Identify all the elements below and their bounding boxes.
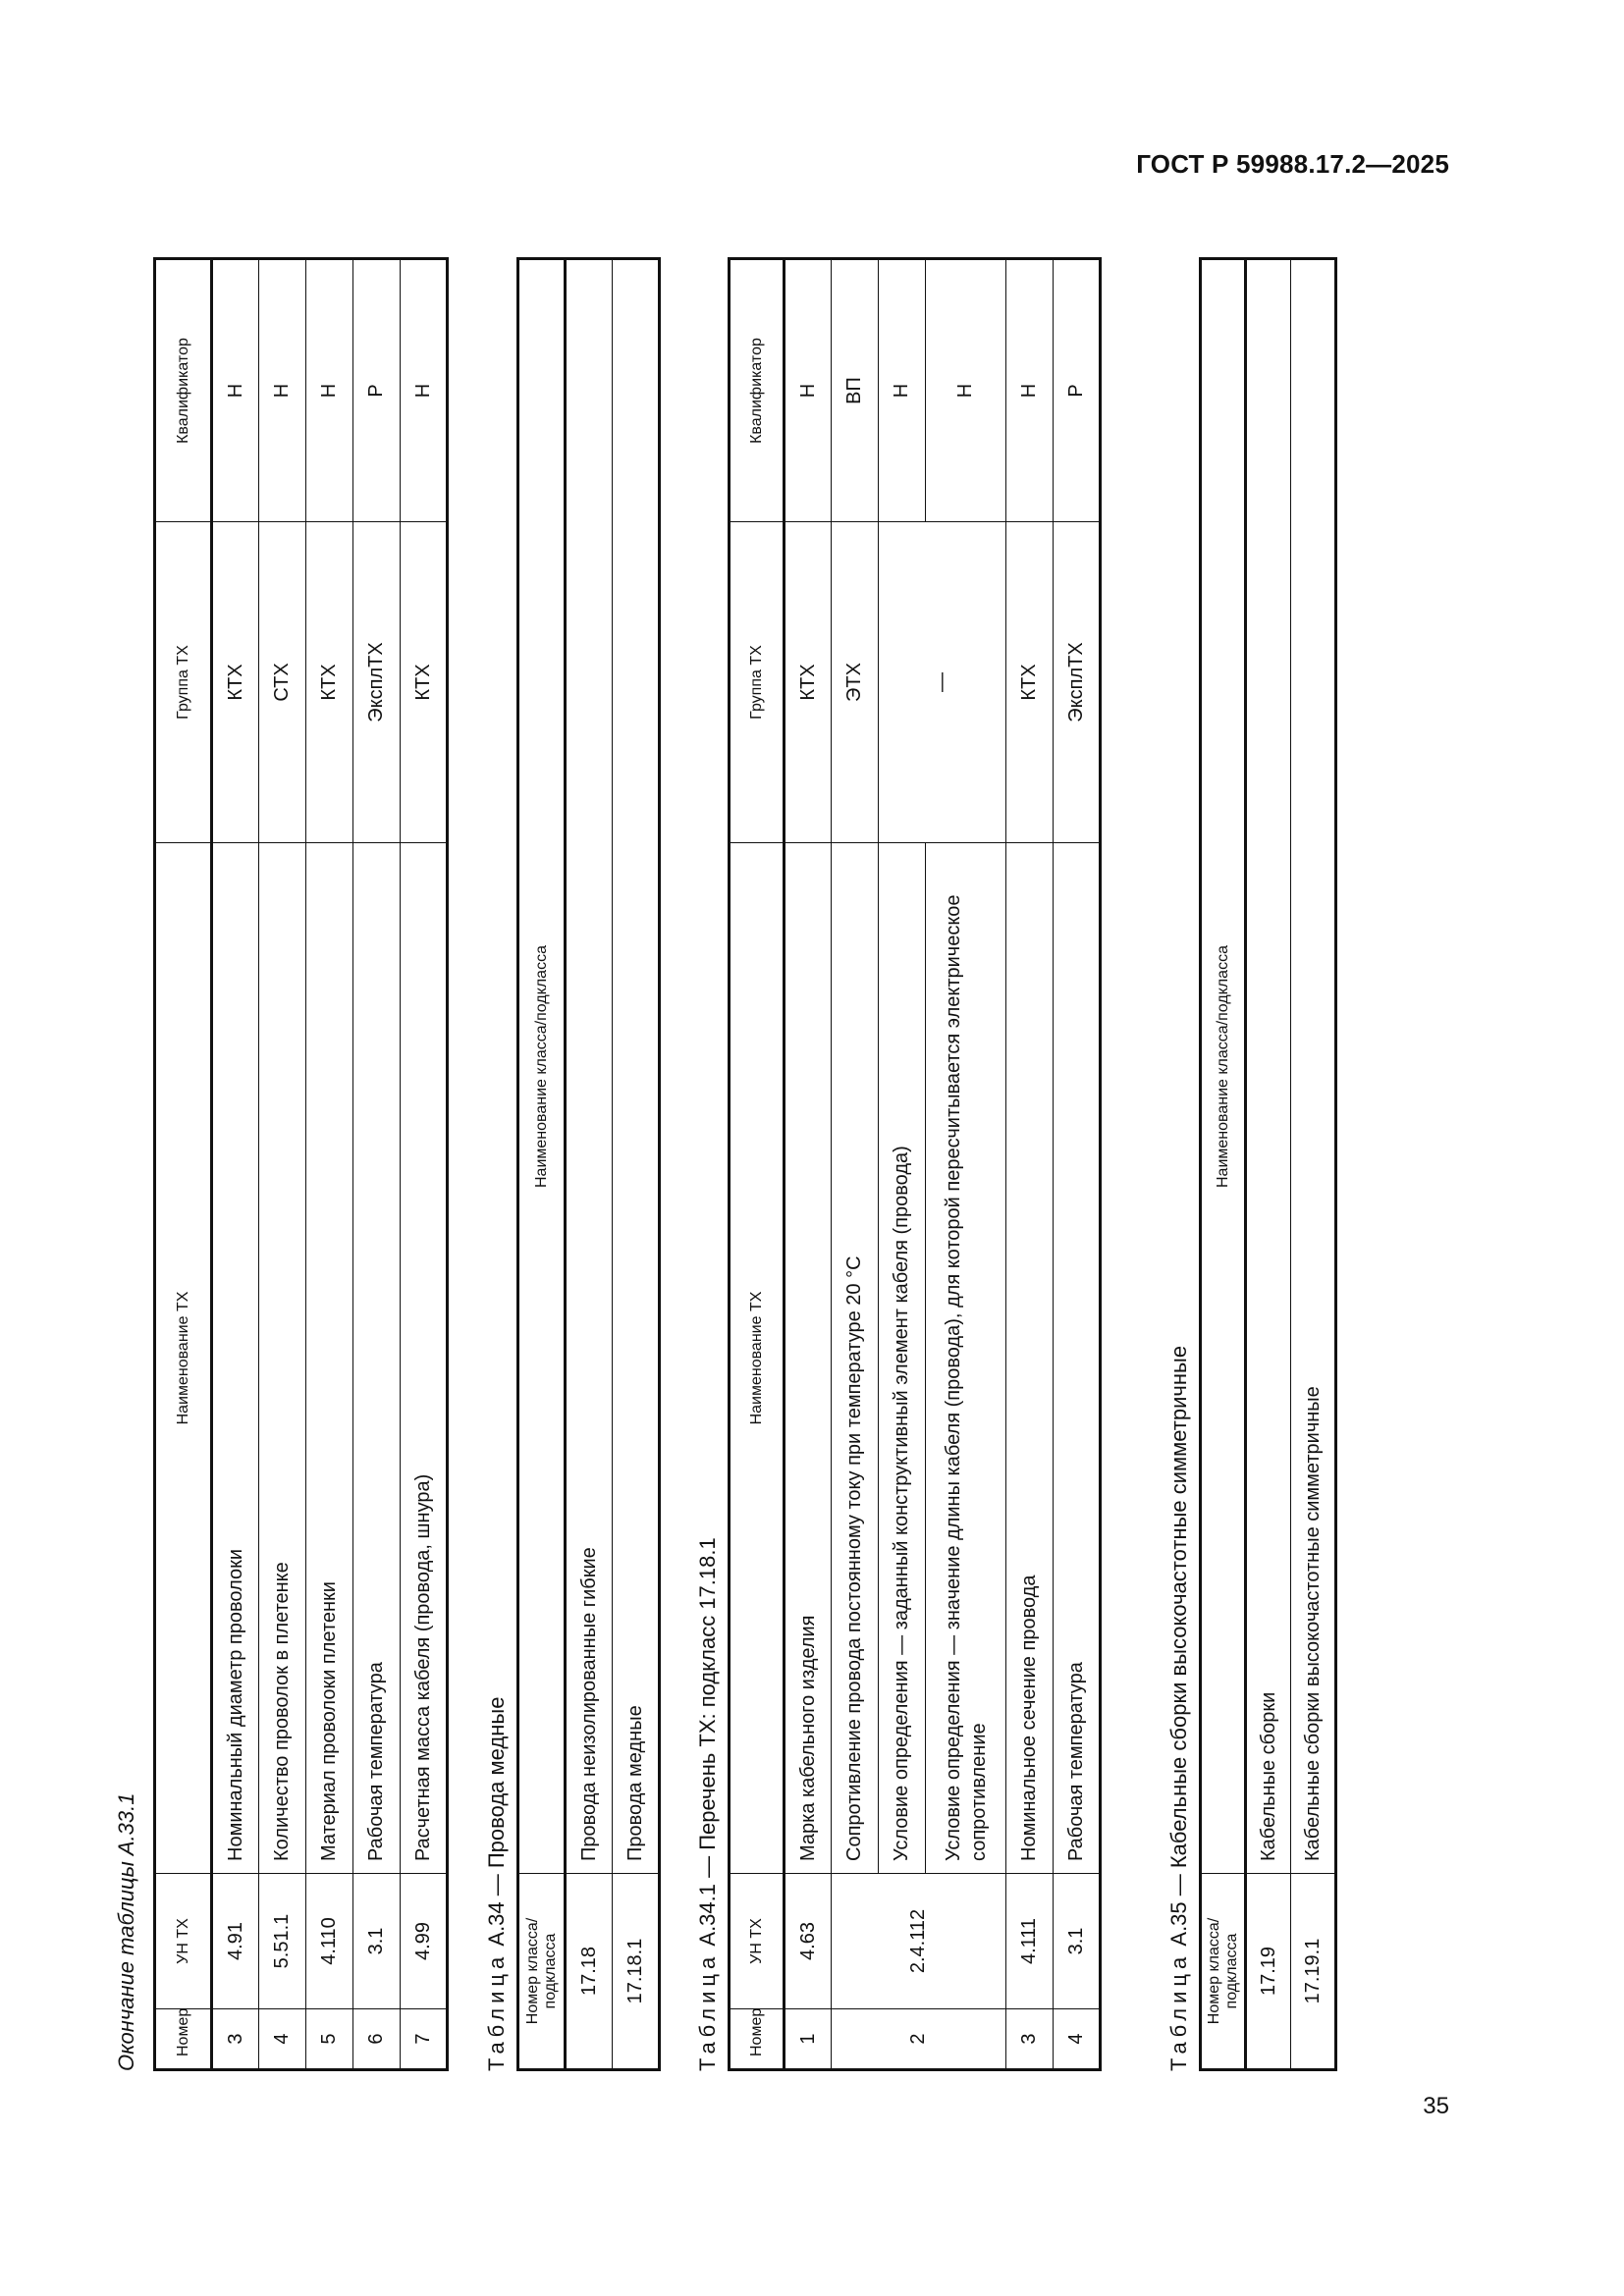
cell-name: Условие определения — значение длины кабеля (провода), для которой пересчитывается электрическое сопротивление	[926, 843, 1006, 1874]
cell-code: 3.1	[1054, 1874, 1101, 2009]
table-row	[832, 259, 879, 2070]
cell-qualifier: Н	[401, 259, 448, 522]
col-class-name: Наименование класса/подкласса	[1201, 259, 1246, 1874]
table-row	[1054, 259, 1101, 2070]
cell-code: 4.111	[1006, 1874, 1054, 2009]
cell-group: —	[879, 522, 1006, 843]
cell-group: КТХ	[401, 522, 448, 843]
cell-qualifier: Р	[1054, 259, 1101, 522]
cell-name: Рабочая температура	[353, 843, 401, 1874]
table-row	[259, 259, 306, 2070]
table-row	[401, 259, 448, 2070]
table-a35-caption	[1166, 1346, 1192, 2071]
cell-qualifier: Р	[353, 259, 401, 522]
col-group: Группа ТХ	[730, 522, 785, 843]
cell-name: Марка кабельного изделия	[785, 843, 832, 1874]
cell-qualifier: Н	[259, 259, 306, 522]
cell-name: Сопротивление провода постоянному току при температуре 20 °С	[832, 843, 879, 1874]
cell-code: 2.4.112	[832, 1874, 1006, 2009]
cell-name: Количество проволок в плетенке	[259, 843, 306, 1874]
col-class-number: Номер класса/подкласса	[1201, 1874, 1246, 2070]
cell-number: 3	[1006, 2009, 1054, 2070]
table-row	[1006, 259, 1054, 2070]
cell-qualifier: Н	[212, 259, 259, 522]
table-header-row	[1201, 259, 1246, 2070]
table-row	[1291, 259, 1336, 2070]
col-number: Номер	[155, 2009, 212, 2070]
cell-number: 1	[785, 2009, 832, 2070]
cell-class-name: Провода медные	[613, 259, 660, 1874]
cell-qualifier: Н	[785, 259, 832, 522]
col-group: Группа ТХ	[155, 522, 212, 843]
col-class-name: Наименование класса/подкласса	[518, 259, 566, 1874]
cell-group: ЭксплТХ	[1054, 522, 1101, 843]
cell-code: 4.63	[785, 1874, 832, 2009]
cell-group: ЭксплТХ	[353, 522, 401, 843]
caption-prefix: Таблица	[484, 1951, 509, 2071]
cell-number: 4	[1054, 2009, 1101, 2070]
cell-code: 5.51.1	[259, 1874, 306, 2009]
col-qualifier: Квалификатор	[155, 259, 212, 522]
col-code: УН ТХ	[155, 1874, 212, 2009]
table-row	[785, 259, 832, 2070]
cell-code: 4.91	[212, 1874, 259, 2009]
cell-class-number: 17.18	[566, 1874, 613, 2070]
cell-number: 5	[306, 2009, 353, 2070]
cell-name: Номинальное сечение провода	[1006, 843, 1054, 1874]
standard-number: ГОСТ Р 59988.17.2—2025	[1136, 149, 1449, 179]
table-a341-caption	[695, 1537, 721, 2071]
table-header-row	[518, 259, 566, 2070]
table-row	[306, 259, 353, 2070]
table-row	[613, 259, 660, 2070]
table-a35	[1199, 257, 1337, 2071]
caption-rest: А.34 — Провода медные	[484, 1696, 509, 1947]
cell-group: КТХ	[1006, 522, 1054, 843]
cell-name: Рабочая температура	[1054, 843, 1101, 1874]
cell-qualifier: Н	[1006, 259, 1054, 522]
cell-code: 4.99	[401, 1874, 448, 2009]
caption-rest: А.34.1 — Перечень ТХ: подкласс 17.18.1	[695, 1537, 720, 1947]
caption-prefix: Таблица	[695, 1951, 720, 2071]
cell-qualifier: Н	[879, 259, 926, 522]
rotated-page-content	[106, 226, 1333, 2071]
page-number: 35	[1423, 2093, 1449, 2119]
col-number: Номер	[730, 2009, 785, 2070]
cell-code: 4.110	[306, 1874, 353, 2009]
cell-class-name: Кабельные сборки высокочастотные симметричные	[1291, 259, 1336, 1874]
col-name: Наименование ТХ	[155, 843, 212, 1874]
cell-number: 6	[353, 2009, 401, 2070]
cell-number: 2	[832, 2009, 1006, 2070]
cell-group: КТХ	[212, 522, 259, 843]
cell-qualifier: ВП	[832, 259, 879, 522]
table-header-row	[730, 259, 785, 2070]
cell-number: 7	[401, 2009, 448, 2070]
table-row	[879, 259, 926, 2070]
col-name: Наименование ТХ	[730, 843, 785, 1874]
table-a34-caption	[484, 1697, 510, 2071]
cell-number: 3	[212, 2009, 259, 2070]
cell-class-number: 17.19.1	[1291, 1874, 1336, 2070]
cell-class-name: Провода неизолированные гибкие	[566, 259, 613, 1874]
col-qualifier: Квалификатор	[730, 259, 785, 522]
caption-rest: А.35 — Кабельные сборки высокочастотные симметричные	[1166, 1345, 1191, 1947]
col-code: УН ТХ	[730, 1874, 785, 2009]
caption-prefix: Таблица	[1166, 1951, 1191, 2071]
table-header-row	[155, 259, 212, 2070]
table-a34	[516, 257, 661, 2071]
table-row	[212, 259, 259, 2070]
cell-class-number: 17.18.1	[613, 1874, 660, 2070]
cell-class-name: Кабельные сборки	[1246, 259, 1291, 1874]
cell-name: Номинальный диаметр проволоки	[212, 843, 259, 1874]
cell-group: ЭТХ	[832, 522, 879, 843]
cell-class-number: 17.19	[1246, 1874, 1291, 2070]
cell-qualifier: Н	[926, 259, 1006, 522]
table-row	[353, 259, 401, 2070]
cell-name: Условие определения — заданный конструктивный элемент кабеля (провода)	[879, 843, 926, 1874]
col-class-number: Номер класса/подкласса	[518, 1874, 566, 2070]
cell-group: СТХ	[259, 522, 306, 843]
cell-name: Расчетная масса кабеля (провода, шнура)	[401, 843, 448, 1874]
cell-code: 3.1	[353, 1874, 401, 2009]
table-a33	[153, 257, 449, 2071]
cell-qualifier: Н	[306, 259, 353, 522]
table-row	[566, 259, 613, 2070]
cell-group: КТХ	[785, 522, 832, 843]
table-a33-caption: Окончание таблицы А.33.1	[114, 1792, 138, 2071]
cell-number: 4	[259, 2009, 306, 2070]
cell-name: Материал проволоки плетенки	[306, 843, 353, 1874]
table-a341	[728, 257, 1102, 2071]
table-row	[1246, 259, 1291, 2070]
cell-group: КТХ	[306, 522, 353, 843]
